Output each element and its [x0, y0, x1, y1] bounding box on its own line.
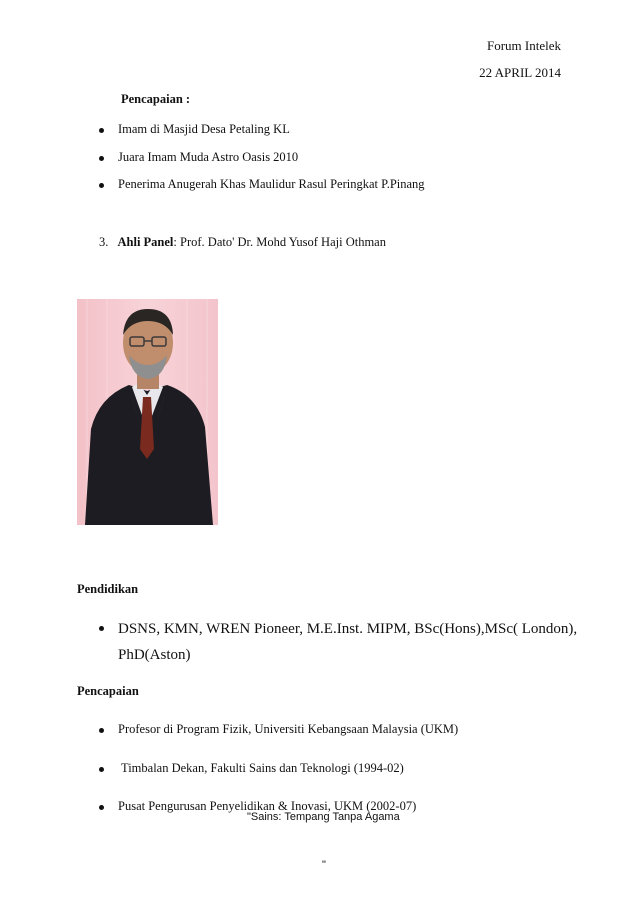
- section-heading-pencapaian: Pencapaian :: [121, 92, 191, 106]
- publication-name: Forum Intelek: [486, 38, 561, 53]
- section-heading-pencapaian-2: Pencapaian: [77, 684, 139, 698]
- panel-label: Ahli Panel: [117, 235, 174, 249]
- bullet-icon: [99, 805, 104, 810]
- panel-number: 3.: [99, 235, 109, 249]
- bullet-icon: [99, 728, 104, 733]
- education-line-1: DSNS, KMN, WREN Pioneer, M.E.Inst. MIPM, BSc(Hons),MSc( London),: [118, 621, 578, 637]
- panel-line: [99, 235, 386, 250]
- bullet-icon: [99, 128, 104, 133]
- panel-name: : Prof. Dato' Dr. Mohd Yusof Haji Othman: [173, 235, 386, 249]
- list-item-text: Timbalan Dekan, Fakulti Sains dan Teknologi (1994-02): [121, 761, 404, 775]
- list-item-text: Juara Imam Muda Astro Oasis 2010: [118, 150, 299, 164]
- bullet-icon: [99, 156, 104, 161]
- list-item-text: Pusat Pengurusan Penyelidikan & Inovasi, UKM (2002-07): [118, 799, 417, 813]
- education-line-2: PhD(Aston): [118, 647, 191, 663]
- footer-mark: ": [322, 859, 326, 871]
- panelist-photo: [77, 299, 218, 525]
- bullet-icon: [99, 183, 104, 188]
- section-heading-pendidikan: Pendidikan: [77, 582, 139, 596]
- list-item-text: Imam di Masjid Desa Petaling KL: [118, 122, 290, 136]
- bullet-icon: [99, 626, 104, 631]
- publication-date: 22 APRIL 2014: [479, 65, 561, 80]
- footer-title: "Sains: Tempang Tanpa Agama: [247, 811, 400, 823]
- list-item-text: Penerima Anugerah Khas Maulidur Rasul Peringkat P.Pinang: [118, 177, 425, 191]
- list-item-text: Profesor di Program Fizik, Universiti Kebangsaan Malaysia (UKM): [118, 722, 459, 736]
- bullet-icon: [99, 767, 104, 772]
